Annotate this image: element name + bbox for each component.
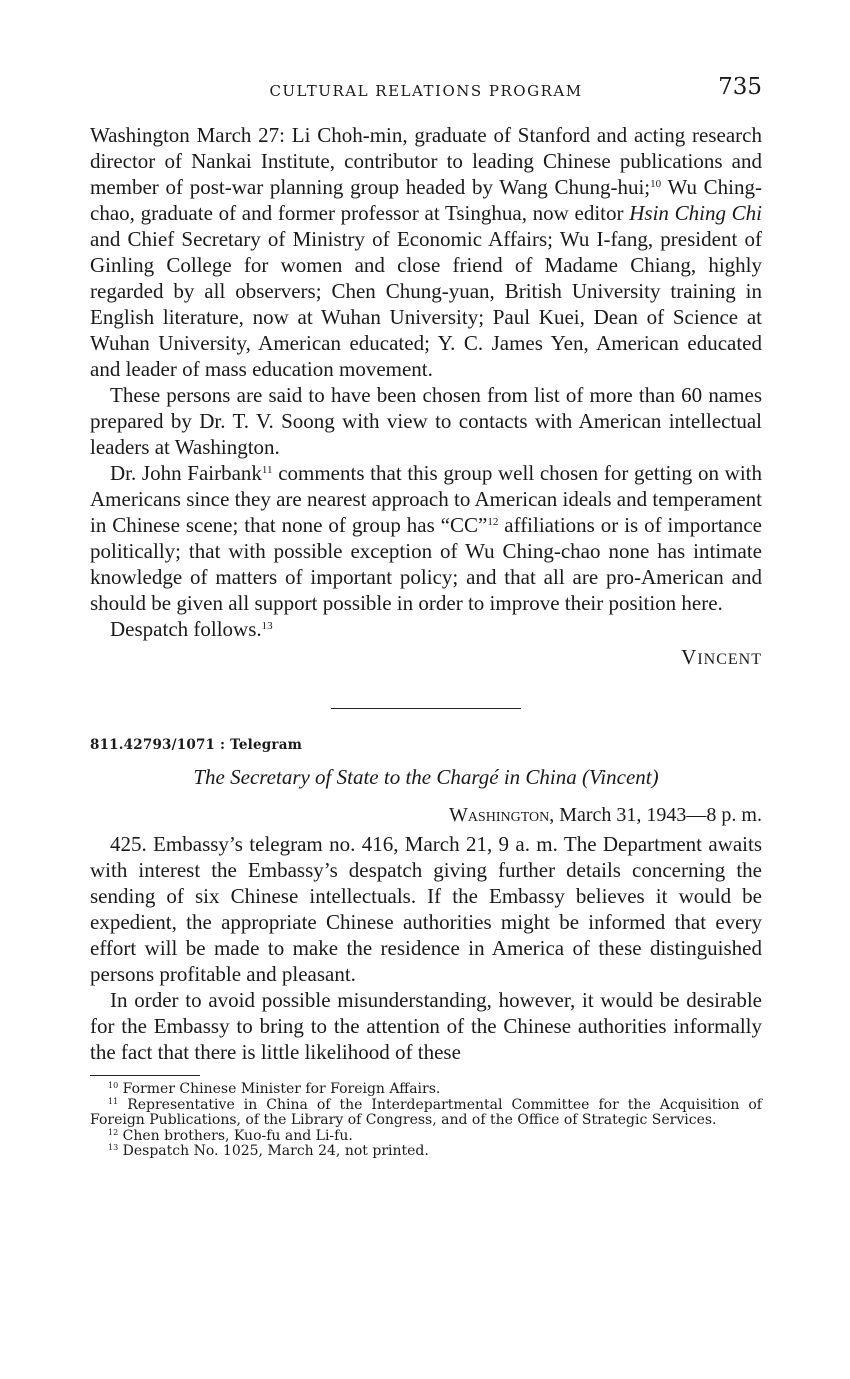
heading-text: ) <box>651 765 659 789</box>
footnote-number: 10 <box>108 1081 119 1090</box>
footnote-divider <box>90 1075 200 1076</box>
document-heading <box>90 765 762 790</box>
dateline <box>90 804 762 827</box>
footnote <box>90 1144 762 1160</box>
heading-text: The Secretary of State to the Chargé in China ( <box>193 765 590 789</box>
footnote <box>90 1129 762 1145</box>
footnote-text: Despatch No. 1025, March 24, not printed. <box>122 1143 429 1159</box>
document-page <box>90 70 762 1160</box>
paragraph-text: Wu Ching-chao, graduate of and former professor at Tsinghua, now editor <box>90 175 762 225</box>
paragraph-despatch <box>90 616 762 642</box>
footnote-text: Former Chinese Minister for Foreign Affairs. <box>122 1081 441 1097</box>
paragraph-selection: These persons are said to have been chosen from list of more than 60 names prepared by Dr. T. V. Soong with view to contacts with American intellectual leaders at Washington. <box>90 383 762 459</box>
file-reference: 811.42793/1071 : Telegram <box>90 737 303 753</box>
signature-rest: INCENT <box>697 651 762 668</box>
message-body <box>90 831 762 1065</box>
paragraph-text: Despatch follows. <box>110 617 262 641</box>
paragraph-embassy-telegram: 425. Embassy’s telegram no. 416, March 21, 9 a. m. The Department awaits with interest the Embassy’s despatch giving further details concerning the sending of six Chinese intellectuals. If the Embassy believes it would be expedient, the appropriate Chinese authorities might be informed that every effort will be made to make the residence in America of these distinguished persons profitable and pleasant. <box>90 832 762 986</box>
signature-initial: V <box>681 645 698 669</box>
paragraph-text: Dr. John Fairbank <box>110 461 262 485</box>
footnotes <box>90 1082 762 1160</box>
running-title: CULTURAL RELATIONS PROGRAM <box>269 82 583 100</box>
footnote-ref: 13 <box>261 620 273 632</box>
telegram-body <box>90 122 762 642</box>
paragraph-text: Washington March 27: Li Choh-min, graduate of Stanford and acting research director of Nankai Institute, contributor to leading Chinese publications and member of post-war planning group headed by Wang Chung-hui; <box>90 123 762 199</box>
paragraph-text: and Chief Secretary of Ministry of Economic Affairs; Wu I-fang, president of Ginling College for women and close friend of Madame Chiang, highly regarded by all observers; Chen Chung-yuan, British University training in English literature, now at Wuhan University; Paul Kuei, Dean of Science at Wuhan University, American educated; Y. C. James Yen, American educated and leader of mass education movement. <box>90 227 762 381</box>
paragraph-telegram-list <box>90 122 762 382</box>
section-divider <box>331 708 521 709</box>
paragraph-fairbank <box>90 460 762 616</box>
page-number: 735 <box>718 74 762 100</box>
paragraph-text: comments that this group well chosen for getting on with Americans since they are nearest approach to American ideals and temperament in Chinese scene; that none of group has “CC” <box>90 461 762 537</box>
paragraph-text: affiliations or is of importance politically; that with possible exception of Wu Ching-chao none has intimate knowledge of matters of important policy; and that all are pro-American and should be given all support possible in order to improve their position here. <box>90 513 763 615</box>
paragraph-misunderstanding: In order to avoid possible misunderstanding, however, it would be desirable for the Embassy to bring to the attention of the Chinese authorities informally the fact that there is little likelihood of these <box>90 988 762 1064</box>
footnote-text: Chen brothers, Kuo-fu and Li-fu. <box>122 1127 353 1144</box>
footnote-number: 11 <box>108 1096 119 1106</box>
dateline-date: , March 31, 1943—8 p. m. <box>549 804 762 826</box>
footnote-number: 12 <box>108 1127 119 1137</box>
heading-name: Vincent <box>589 765 652 789</box>
footnote-ref: 11 <box>261 464 273 476</box>
footnote <box>90 1098 762 1129</box>
dateline-place: Washington <box>448 804 550 826</box>
footnote-text: Representative in China of the Interdepartmental Committee for the Acquisition of Foreign Publications, of the Library of Congress, and of the Office of Strategic Services. <box>90 1096 762 1128</box>
running-header <box>90 70 762 106</box>
footnote-ref: 10 <box>650 178 662 190</box>
footnote-ref: 12 <box>487 516 499 528</box>
signature <box>90 645 762 670</box>
journal-title: Hsin Ching Chi <box>629 201 763 225</box>
footnote-number: 13 <box>108 1143 119 1152</box>
footnote <box>90 1082 762 1098</box>
